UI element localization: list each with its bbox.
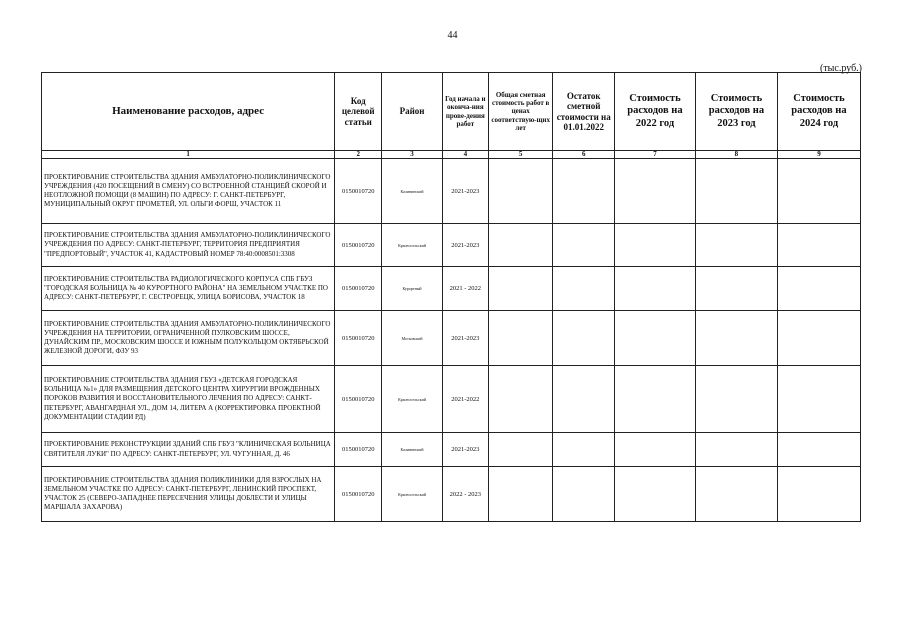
total-cost-cell	[488, 467, 553, 522]
header-district: Район	[382, 73, 442, 151]
column-number: 6	[553, 151, 615, 159]
remainder-cell	[553, 467, 615, 522]
expense-name: ПРОЕКТИРОВАНИЕ СТРОИТЕЛЬСТВА ЗДАНИЯ ПОЛИКЛИНИКИ ДЛЯ ВЗРОСЛЫХ НА ЗЕМЕЛЬНОМ УЧАСТКЕ ПО АДРЕСУ: САНКТ-ПЕТЕРБУРГ, ЛЕНИНСКИЙ ПРОСПЕКТ, УЧАСТОК 25 (СЕВЕРО-ЗАПАДНЕЕ ПЕРЕСЕЧЕНИЯ УЛИЦЫ ДОБЛЕСТИ И УЛИЦЫ МАРШАЛА ЗАХАРОВА)	[42, 467, 335, 522]
total-cost-cell	[488, 267, 553, 311]
cost-2023-cell	[695, 159, 777, 224]
target-code: 0150010720	[335, 267, 382, 311]
page-number: 44	[447, 30, 458, 41]
column-number: 3	[382, 151, 442, 159]
total-cost-cell	[488, 159, 553, 224]
district: Красносельский	[382, 366, 442, 433]
cost-2024-cell	[777, 433, 860, 467]
remainder-cell	[553, 366, 615, 433]
remainder-cell	[553, 267, 615, 311]
cost-2022-cell	[614, 433, 695, 467]
expense-name: ПРОЕКТИРОВАНИЕ СТРОИТЕЛЬСТВА ЗДАНИЯ АМБУЛАТОРНО-ПОЛИКЛИНИЧЕСКОГО УЧРЕЖДЕНИЯ НА ТЕРРИТОРИИ, ОГРАНИЧЕННОЙ ПУЛКОВСКИМ ШОССЕ, ДУНАЙСКИМ ПР., МОСКОВСКИМ ШОССЕ И ЮЖНЫМ ПОЛУКОЛЬЦОМ ОКТЯБРЬСКОЙ ЖЕЛЕЗНОЙ ДОРОГИ, ФЗУ 93	[42, 311, 335, 366]
district: Калининский	[382, 159, 442, 224]
target-code: 0150010720	[335, 366, 382, 433]
table-row	[42, 224, 861, 267]
table-row	[42, 433, 861, 467]
cost-2022-cell	[614, 366, 695, 433]
table-row	[42, 311, 861, 366]
target-code: 0150010720	[335, 224, 382, 267]
cost-2024-cell	[777, 267, 860, 311]
work-years: 2022 - 2023	[442, 467, 488, 522]
total-cost-cell	[488, 311, 553, 366]
header-name: Наименование расходов, адрес	[42, 73, 335, 151]
district: Московский	[382, 311, 442, 366]
work-years: 2021-2023	[442, 433, 488, 467]
header-total-cost: Общая сметная стоимость работ в ценах соответствую-щих лет	[488, 73, 553, 151]
expense-name: ПРОЕКТИРОВАНИЕ СТРОИТЕЛЬСТВА РАДИОЛОГИЧЕСКОГО КОРПУСА СПБ ГБУЗ "ГОРОДСКАЯ БОЛЬНИЦА № 40 КУРОРТНОГО РАЙОНА" НА ЗЕМЕЛЬНОМ УЧАСТКЕ ПО АДРЕСУ: САНКТ-ПЕТЕРБУРГ, Г. СЕСТРОРЕЦК, УЛИЦА БОРИСОВА, УЧАСТОК 18	[42, 267, 335, 311]
remainder-cell	[553, 159, 615, 224]
district: Красносельский	[382, 224, 442, 267]
table-row	[42, 267, 861, 311]
expense-name: ПРОЕКТИРОВАНИЕ СТРОИТЕЛЬСТВА ЗДАНИЯ АМБУЛАТОРНО-ПОЛИКЛИНИЧЕСКОГО УЧРЕЖДЕНИЯ ПО АДРЕСУ: САНКТ-ПЕТЕРБУРГ, ТЕРРИТОРИЯ ПРЕДПРИЯТИЯ "ПРЕДПОРТОВЫЙ", УЧАСТОК 41, КАДАСТРОВЫЙ НОМЕР 78:40:0008501:3308	[42, 224, 335, 267]
header-years: Год начала и оконча-ния прове-дения работ	[442, 73, 488, 151]
cost-2022-cell	[614, 159, 695, 224]
cost-2024-cell	[777, 467, 860, 522]
work-years: 2021 - 2022	[442, 267, 488, 311]
total-cost-cell	[488, 366, 553, 433]
column-number: 7	[614, 151, 695, 159]
expense-name: ПРОЕКТИРОВАНИЕ СТРОИТЕЛЬСТВА ЗДАНИЯ АМБУЛАТОРНО-ПОЛИКЛИНИЧЕСКОГО УЧРЕЖДЕНИЯ (420 ПОСЕЩЕНИЙ В СМЕНУ) СО ВСТРОЕННОЙ СТАНЦИЕЙ СКОРОЙ И НЕОТЛОЖНОЙ ПОМОЩИ (8 МАШИН) ПО АДРЕСУ: Г. САНКТ-ПЕТЕРБУРГ, МУНИЦИПАЛЬНЫЙ ОКРУГ ПРОМЕТЕЙ, УЛ. ОЛЬГИ ФОРШ, УЧАСТОК 11	[42, 159, 335, 224]
header-cost-2022: Стоимость расходов на 2022 год	[614, 73, 695, 151]
cost-2023-cell	[695, 366, 777, 433]
target-code: 0150010720	[335, 433, 382, 467]
header-row	[42, 73, 861, 151]
target-code: 0150010720	[335, 467, 382, 522]
expense-name: ПРОЕКТИРОВАНИЕ РЕКОНСТРУКЦИИ ЗДАНИЙ СПБ ГБУЗ "КЛИНИЧЕСКАЯ БОЛЬНИЦА СВЯТИТЕЛЯ ЛУКИ" ПО АДРЕСУ: САНКТ-ПЕТЕРБУРГ, УЛ. ЧУГУННАЯ, Д. 46	[42, 433, 335, 467]
target-code: 0150010720	[335, 159, 382, 224]
header-cost-2023: Стоимость расходов на 2023 год	[695, 73, 777, 151]
table-row	[42, 366, 861, 433]
cost-2024-cell	[777, 366, 860, 433]
header-code: Код целевой статьи	[335, 73, 382, 151]
column-number-row	[42, 151, 861, 159]
expense-name: ПРОЕКТИРОВАНИЕ СТРОИТЕЛЬСТВА ЗДАНИЯ ГБУЗ «ДЕТСКАЯ ГОРОДСКАЯ БОЛЬНИЦА №1» ДЛЯ РАЗМЕЩЕНИЯ ДЕТСКОГО ЦЕНТРА ХИРУРГИИ ВРОЖДЕННЫХ ПОРОКОВ РАЗВИТИЯ И ВОССТАНОВИТЕЛЬНОГО ЛЕЧЕНИЯ ПО АДРЕСУ: САНКТ-ПЕТЕРБУРГ, АВАНГАРДНАЯ УЛ., ДОМ 14, ЛИТЕРА А (КОРРЕКТИРОВКА ПРОЕКТНОЙ ДОКУМЕНТАЦИИ СТАДИИ РД)	[42, 366, 335, 433]
work-years: 2021-2023	[442, 311, 488, 366]
remainder-cell	[553, 433, 615, 467]
column-number: 9	[777, 151, 860, 159]
column-number: 5	[488, 151, 553, 159]
column-number: 1	[42, 151, 335, 159]
remainder-cell	[553, 224, 615, 267]
work-years: 2021-2022	[442, 366, 488, 433]
header-cost-2024: Стоимость расходов на 2024 год	[777, 73, 860, 151]
total-cost-cell	[488, 433, 553, 467]
cost-2022-cell	[614, 311, 695, 366]
cost-2023-cell	[695, 433, 777, 467]
work-years: 2021-2023	[442, 159, 488, 224]
cost-2024-cell	[777, 159, 860, 224]
table-row	[42, 467, 861, 522]
column-number: 8	[695, 151, 777, 159]
target-code: 0150010720	[335, 311, 382, 366]
table-row	[42, 159, 861, 224]
cost-2023-cell	[695, 311, 777, 366]
header-remainder: Остаток сметной стоимости на 01.01.2022	[553, 73, 615, 151]
work-years: 2021-2023	[442, 224, 488, 267]
cost-2022-cell	[614, 467, 695, 522]
cost-2022-cell	[614, 267, 695, 311]
column-number: 4	[442, 151, 488, 159]
column-number: 2	[335, 151, 382, 159]
budget-table	[41, 72, 861, 522]
cost-2022-cell	[614, 224, 695, 267]
cost-2024-cell	[777, 311, 860, 366]
district: Красносельский	[382, 467, 442, 522]
district: Курортный	[382, 267, 442, 311]
cost-2023-cell	[695, 467, 777, 522]
cost-2024-cell	[777, 224, 860, 267]
units-label: (тыс.руб.)	[819, 63, 862, 74]
total-cost-cell	[488, 224, 553, 267]
district: Калининский	[382, 433, 442, 467]
cost-2023-cell	[695, 267, 777, 311]
cost-2023-cell	[695, 224, 777, 267]
remainder-cell	[553, 311, 615, 366]
